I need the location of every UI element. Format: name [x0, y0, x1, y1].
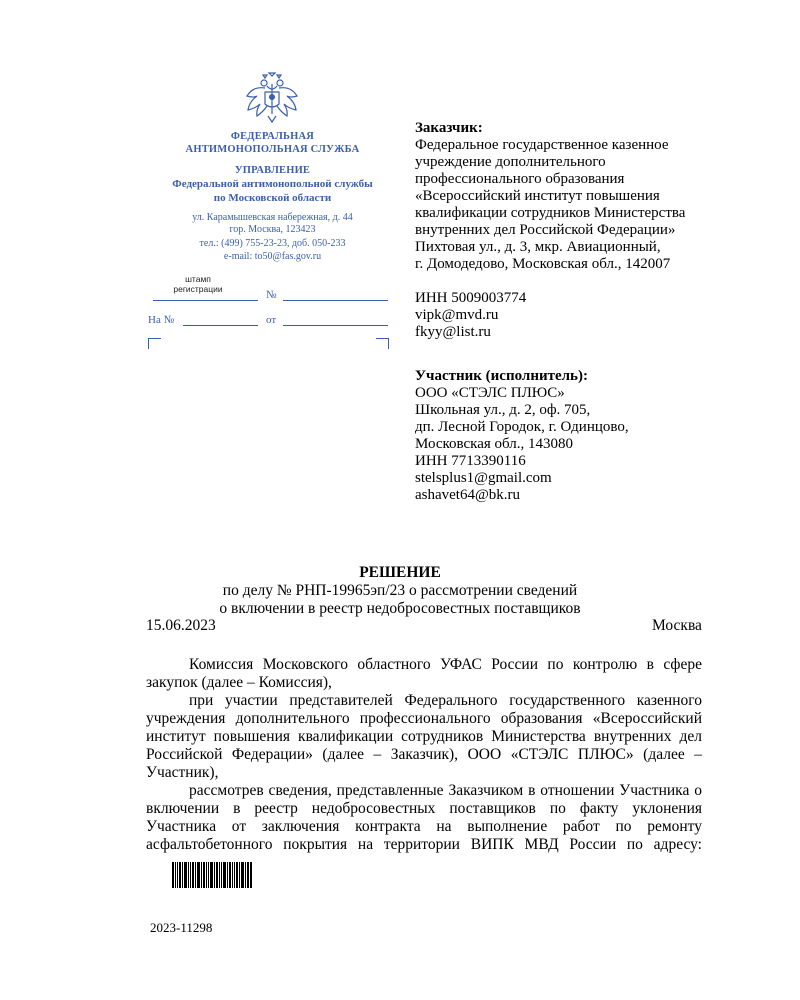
- decision-city: Москва: [652, 617, 702, 634]
- customer-line: Пихтовая ул., д. 3, мкр. Авиационный,: [415, 239, 661, 255]
- participant-line: ИНН 7713390116: [415, 453, 526, 469]
- customer-title: Заказчик:: [415, 120, 483, 136]
- participant-title: Участник (исполнитель):: [415, 368, 588, 384]
- participant-line: дп. Лесной Городок, г. Одинцово,: [415, 419, 629, 435]
- customer-line: г. Домодедово, Московская обл., 142007: [415, 256, 671, 272]
- customer-email: vipk@mvd.ru: [415, 307, 499, 323]
- customer-line: Федеральное государственное казенное: [415, 137, 669, 153]
- decision-body: [146, 656, 702, 854]
- customer-line: учреждение дополнительного: [415, 154, 606, 170]
- customer-line: «Всероссийский институт повышения: [415, 188, 660, 204]
- customer-email: fkyy@list.ru: [415, 324, 491, 340]
- decision-date: 15.06.2023: [146, 617, 216, 634]
- registration-number: 2023-11298: [150, 920, 213, 935]
- dept-line1: УПРАВЛЕНИЕ: [234, 165, 311, 176]
- letterhead-email: e-mail: to50@fas.gov.ru: [223, 251, 322, 262]
- participant-line: ashavet64@bk.ru: [415, 487, 521, 503]
- customer-line: внутренних дел Российской Федерации»: [415, 222, 676, 238]
- body-paragraph: при участии представителей Федерального государственного казенного учреждения дополнительного профессионального образования «Всероссийский институт повышения квалификации сотрудников Министерства внутренних дел Российской Федерации» (далее – Заказчик), ООО «СТЭЛС ПЛЮС» (далее – Участник),: [146, 692, 702, 781]
- decision-subtitle-line1: по делу № РНП-19965эп/23 о рассмотрении сведений: [222, 582, 578, 599]
- customer-line: квалификации сотрудников Министерства: [415, 205, 686, 221]
- participant-line: Школьная ул., д. 2, оф. 705,: [415, 402, 591, 418]
- number-underline: [283, 300, 388, 301]
- date-from-underline: [283, 325, 388, 326]
- letterhead-address-line1: ул. Карамышевская набережная, д. 44: [192, 212, 353, 223]
- in-reply-label: На №: [148, 314, 175, 326]
- in-reply-underline: [183, 325, 258, 326]
- participant-line: ООО «СТЭЛС ПЛЮС»: [415, 385, 565, 401]
- letterhead-phone: тел.: (499) 755-23-23, доб. 050-233: [199, 238, 346, 249]
- body-paragraph: Комиссия Московского областного УФАС России по контролю в сфере закупок (далее – Комиссия),: [146, 656, 702, 691]
- stamp-label: штамп регистрации: [173, 274, 223, 294]
- letterhead-address-line2: гор. Москва, 123423: [229, 224, 316, 235]
- decision-subtitle-line2: о включении в реестр недобросовестных поставщиков: [219, 600, 581, 617]
- barcode-icon: [172, 862, 252, 888]
- russian-double-headed-eagle-emblem: [243, 70, 301, 125]
- dept-line2: Федеральной антимонопольной службы: [172, 178, 373, 190]
- date-from-label: от: [266, 314, 277, 326]
- address-bracket-left: [148, 338, 161, 349]
- org-name-line1: ФЕДЕРАЛЬНАЯ: [230, 131, 315, 142]
- customer-inn: ИНН 5009003774: [415, 290, 527, 306]
- org-name-line2: АНТИМОНОПОЛЬНАЯ СЛУЖБА: [185, 144, 360, 155]
- customer-block: [415, 120, 745, 341]
- body-paragraph: рассмотрев сведения, представленные Заказчиком в отношении Участника о включении в реестр недобросовестных поставщиков по факту уклонения Участника от заключения контракта на выполнение работ по ремонту асфальтобетонного покрытия на территории ВИПК МВД России по адресу:: [146, 782, 702, 853]
- participant-line: Московская обл., 143080: [415, 436, 574, 452]
- participant-block: [415, 368, 745, 504]
- number-sign-label: №: [266, 289, 277, 301]
- customer-line: профессионального образования: [415, 171, 625, 187]
- participant-line: stelsplus1@gmail.com: [415, 470, 552, 486]
- decision-title: РЕШЕНИЕ: [359, 564, 441, 581]
- dept-line3: по Московской области: [213, 192, 332, 204]
- stamp-underline: [153, 300, 258, 301]
- address-bracket-right: [376, 338, 389, 349]
